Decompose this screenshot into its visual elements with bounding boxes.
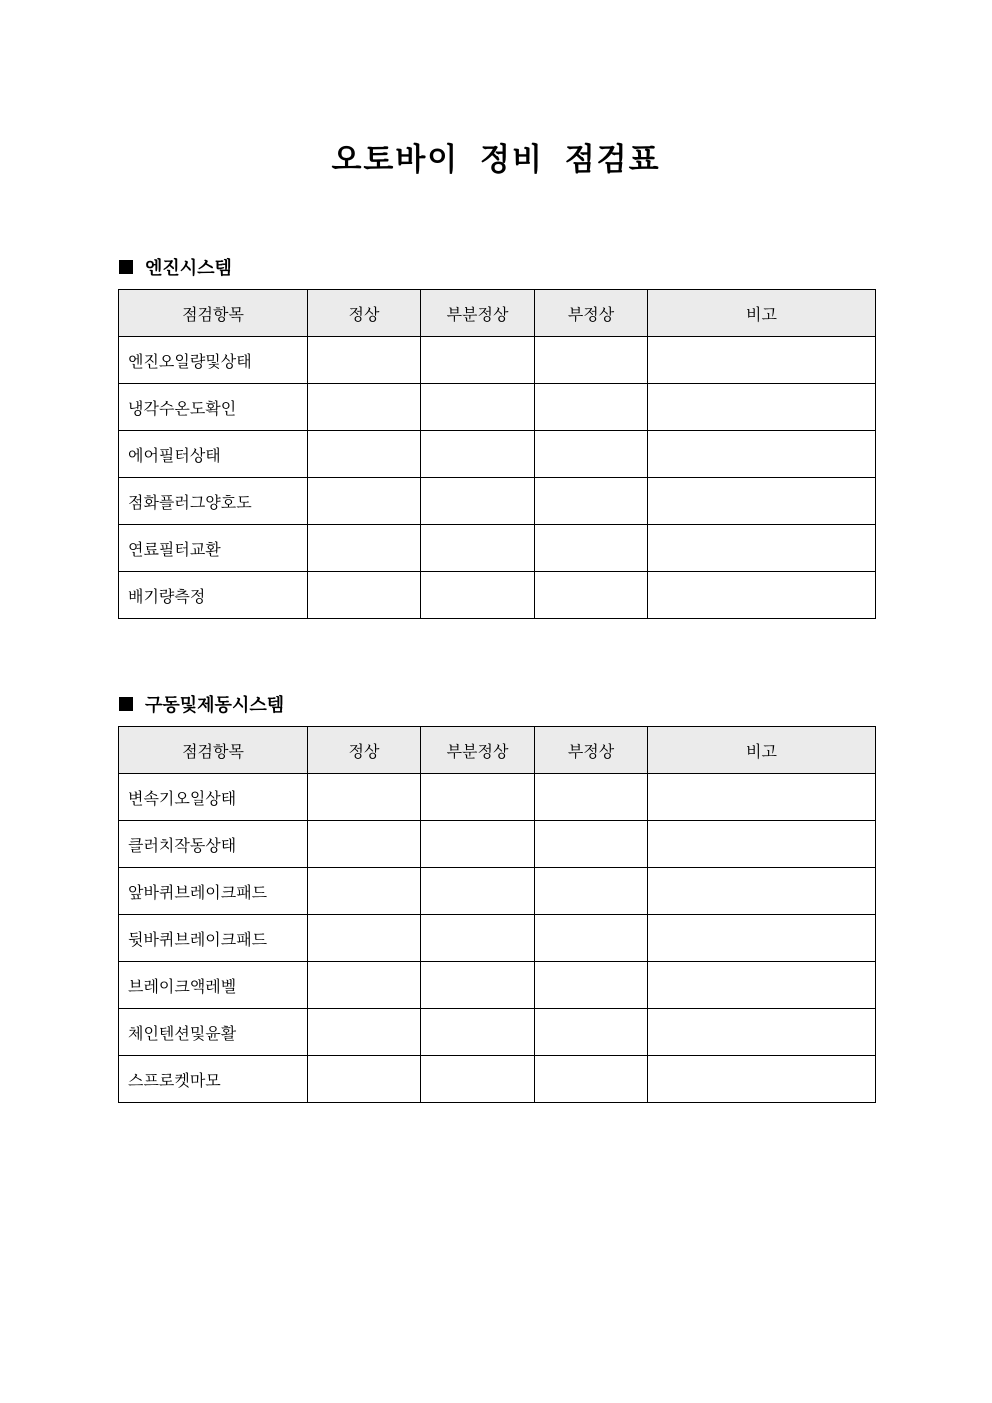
engine-checklist-table <box>118 289 876 619</box>
section-heading-label: 엔진시스템 <box>145 258 232 279</box>
table-row <box>119 337 876 384</box>
table-row <box>119 821 876 868</box>
partial-check-cell[interactable] <box>421 525 535 572</box>
abnormal-check-cell[interactable] <box>535 962 648 1009</box>
note-cell[interactable] <box>648 384 876 431</box>
item-cell: 앞바퀴브레이크패드 <box>119 868 308 915</box>
column-header-item: 점검항목 <box>119 290 308 337</box>
note-cell[interactable] <box>648 821 876 868</box>
abnormal-check-cell[interactable] <box>535 1009 648 1056</box>
column-header-item: 점검항목 <box>119 727 308 774</box>
partial-check-cell[interactable] <box>421 572 535 619</box>
column-header-normal: 정상 <box>308 290 421 337</box>
square-bullet-icon <box>119 697 133 711</box>
normal-check-cell[interactable] <box>308 1009 421 1056</box>
item-cell: 냉각수온도확인 <box>119 384 308 431</box>
item-cell: 체인텐션및윤활 <box>119 1009 308 1056</box>
partial-check-cell[interactable] <box>421 384 535 431</box>
column-header-note: 비고 <box>648 290 876 337</box>
normal-check-cell[interactable] <box>308 915 421 962</box>
table-row <box>119 431 876 478</box>
column-header-abnormal: 부정상 <box>535 727 648 774</box>
table-row <box>119 525 876 572</box>
section-heading-label: 구동및제동시스템 <box>145 695 285 716</box>
partial-check-cell[interactable] <box>421 868 535 915</box>
normal-check-cell[interactable] <box>308 525 421 572</box>
normal-check-cell[interactable] <box>308 821 421 868</box>
abnormal-check-cell[interactable] <box>535 572 648 619</box>
partial-check-cell[interactable] <box>421 1009 535 1056</box>
normal-check-cell[interactable] <box>308 1056 421 1103</box>
note-cell[interactable] <box>648 478 876 525</box>
item-cell: 브레이크액레벨 <box>119 962 308 1009</box>
partial-check-cell[interactable] <box>421 478 535 525</box>
column-header-abnormal: 부정상 <box>535 290 648 337</box>
table-row <box>119 1009 876 1056</box>
item-cell: 점화플러그양호도 <box>119 478 308 525</box>
table-row <box>119 478 876 525</box>
item-cell: 연료필터교환 <box>119 525 308 572</box>
partial-check-cell[interactable] <box>421 962 535 1009</box>
note-cell[interactable] <box>648 774 876 821</box>
column-header-partial: 부분정상 <box>421 727 535 774</box>
item-cell: 에어필터상태 <box>119 431 308 478</box>
partial-check-cell[interactable] <box>421 821 535 868</box>
partial-check-cell[interactable] <box>421 915 535 962</box>
table-row <box>119 774 876 821</box>
table-header-row <box>119 727 876 774</box>
abnormal-check-cell[interactable] <box>535 774 648 821</box>
normal-check-cell[interactable] <box>308 572 421 619</box>
table-header-row <box>119 290 876 337</box>
section-heading-engine <box>119 254 232 280</box>
item-cell: 클러치작동상태 <box>119 821 308 868</box>
abnormal-check-cell[interactable] <box>535 821 648 868</box>
abnormal-check-cell[interactable] <box>535 525 648 572</box>
table-row <box>119 384 876 431</box>
section-heading-drive-brake <box>119 691 284 717</box>
table-row <box>119 915 876 962</box>
normal-check-cell[interactable] <box>308 774 421 821</box>
partial-check-cell[interactable] <box>421 337 535 384</box>
note-cell[interactable] <box>648 1056 876 1103</box>
square-bullet-icon <box>119 260 133 274</box>
normal-check-cell[interactable] <box>308 962 421 1009</box>
item-cell: 스프로켓마모 <box>119 1056 308 1103</box>
note-cell[interactable] <box>648 915 876 962</box>
normal-check-cell[interactable] <box>308 384 421 431</box>
item-cell: 배기량측정 <box>119 572 308 619</box>
item-cell: 변속기오일상태 <box>119 774 308 821</box>
note-cell[interactable] <box>648 337 876 384</box>
normal-check-cell[interactable] <box>308 431 421 478</box>
normal-check-cell[interactable] <box>308 868 421 915</box>
abnormal-check-cell[interactable] <box>535 478 648 525</box>
abnormal-check-cell[interactable] <box>535 1056 648 1103</box>
partial-check-cell[interactable] <box>421 774 535 821</box>
note-cell[interactable] <box>648 1009 876 1056</box>
note-cell[interactable] <box>648 431 876 478</box>
table-row <box>119 1056 876 1103</box>
column-header-note: 비고 <box>648 727 876 774</box>
note-cell[interactable] <box>648 868 876 915</box>
abnormal-check-cell[interactable] <box>535 384 648 431</box>
column-header-normal: 정상 <box>308 727 421 774</box>
item-cell: 엔진오일량및상태 <box>119 337 308 384</box>
partial-check-cell[interactable] <box>421 1056 535 1103</box>
table-row <box>119 868 876 915</box>
table-row <box>119 572 876 619</box>
page-title: 오토바이 정비 점검표 <box>331 142 661 178</box>
normal-check-cell[interactable] <box>308 337 421 384</box>
note-cell[interactable] <box>648 525 876 572</box>
column-header-partial: 부분정상 <box>421 290 535 337</box>
abnormal-check-cell[interactable] <box>535 337 648 384</box>
note-cell[interactable] <box>648 962 876 1009</box>
abnormal-check-cell[interactable] <box>535 915 648 962</box>
normal-check-cell[interactable] <box>308 478 421 525</box>
table-row <box>119 962 876 1009</box>
partial-check-cell[interactable] <box>421 431 535 478</box>
drive-brake-checklist-table <box>118 726 876 1103</box>
item-cell: 뒷바퀴브레이크패드 <box>119 915 308 962</box>
abnormal-check-cell[interactable] <box>535 431 648 478</box>
abnormal-check-cell[interactable] <box>535 868 648 915</box>
note-cell[interactable] <box>648 572 876 619</box>
